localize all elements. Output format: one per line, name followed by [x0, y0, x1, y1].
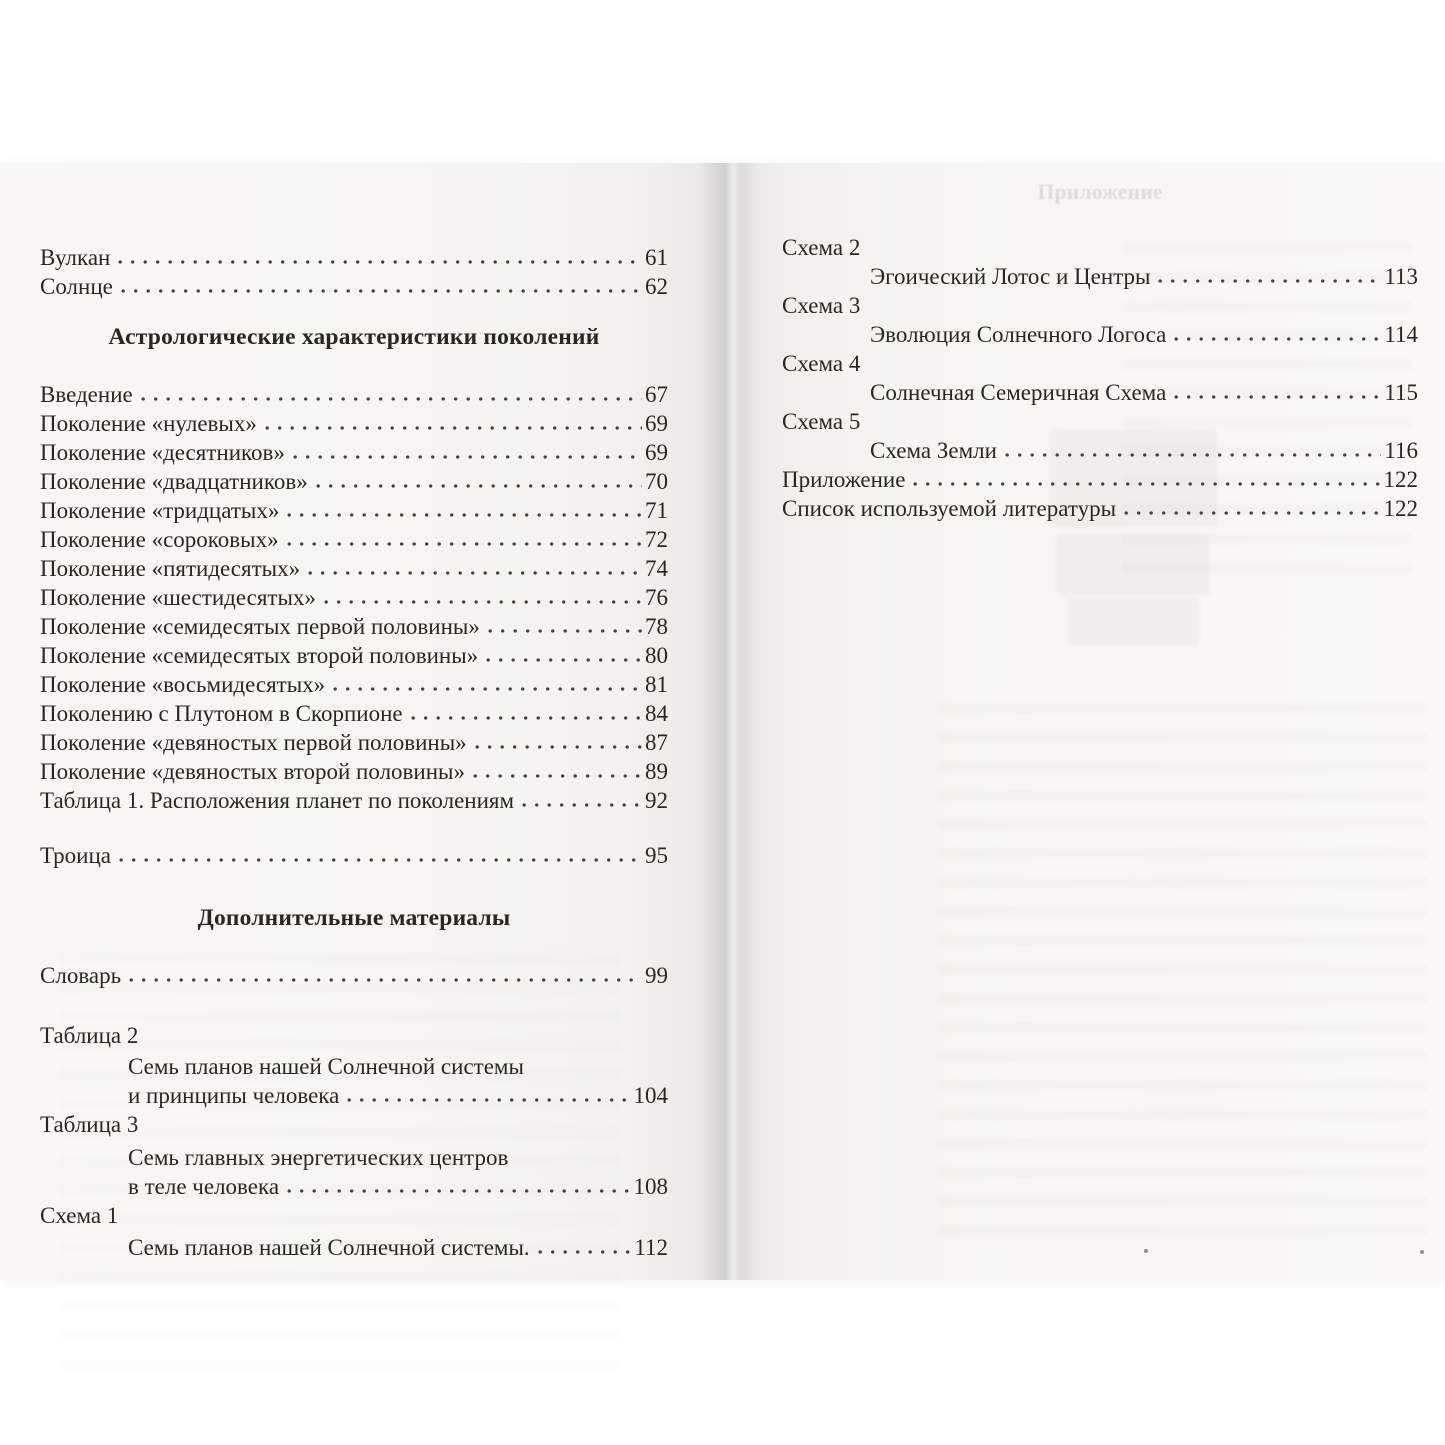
- toc-entry: [40, 670, 668, 699]
- paper-speck: [1144, 1249, 1148, 1253]
- dot-leader: [324, 583, 642, 612]
- toc-entry: [40, 841, 668, 870]
- toc-entry: [40, 699, 668, 728]
- toc-title: Схема 4: [782, 351, 861, 376]
- page-number: 112: [634, 1235, 668, 1260]
- toc-title: Схема 5: [782, 409, 861, 434]
- dot-leader: [129, 961, 642, 990]
- toc-entry: [40, 496, 668, 525]
- toc-label: [782, 349, 1418, 378]
- toc-title: Поколение «семидесятых второй половины»: [40, 643, 479, 668]
- page-number: 89: [645, 759, 668, 784]
- toc-title: Поколение «тридцатых»: [40, 498, 280, 523]
- toc-title: Схема 3: [782, 293, 861, 318]
- toc-title: Список используемой литературы: [782, 496, 1117, 521]
- dot-leader: [473, 757, 642, 786]
- toc-plain: [40, 1143, 668, 1172]
- toc-title: Схема 1: [40, 1203, 119, 1228]
- page-number: 116: [1384, 438, 1418, 463]
- page-number: 92: [645, 788, 668, 813]
- dot-leader: [333, 670, 642, 699]
- toc-entry: [40, 583, 668, 612]
- dot-leader: [488, 612, 642, 641]
- dot-leader: [538, 1233, 632, 1262]
- page-number: 61: [645, 245, 668, 270]
- toc-title: Поколение «сороковых»: [40, 527, 279, 552]
- toc-title: Поколение «девяностых первой половины»: [40, 730, 467, 755]
- toc-title: Эгоический Лотос и Центры: [870, 264, 1151, 289]
- toc-title: Семь планов нашей Солнечной системы: [128, 1054, 524, 1079]
- toc-entry: [40, 409, 668, 438]
- toc-entry: [40, 554, 668, 583]
- toc-label: [782, 233, 1418, 262]
- left-page: [0, 163, 727, 1280]
- toc-title: Вулкан: [40, 245, 111, 270]
- toc-heading: Астрологические характеристики поколений: [108, 324, 600, 350]
- page-number: 122: [1383, 467, 1418, 492]
- paper-speck: [1420, 1250, 1424, 1254]
- dot-leader: [522, 786, 642, 815]
- toc-entry: [40, 467, 668, 496]
- toc-title: Семь главных энергетических центров: [128, 1145, 509, 1170]
- page-number: 99: [645, 963, 668, 988]
- dot-leader: [316, 467, 642, 496]
- showthrough-image: [1069, 599, 1199, 645]
- page-number: 115: [1384, 380, 1418, 405]
- page-number: 67: [645, 382, 668, 407]
- toc-label: [782, 407, 1418, 436]
- dot-leader: [121, 272, 642, 301]
- toc-title: Поколение «пятидесятых»: [40, 556, 301, 581]
- dot-leader: [1158, 262, 1381, 291]
- dot-leader: [475, 728, 642, 757]
- toc-title: Поколение «нулевых»: [40, 411, 257, 436]
- right-page: [727, 163, 1445, 1280]
- toc-title: Приложение: [782, 467, 906, 492]
- toc-entry: [782, 262, 1418, 291]
- page-number: 69: [645, 411, 668, 436]
- toc-title: Семь планов нашей Солнечной системы.: [128, 1235, 530, 1260]
- toc-title: Поколение «восьмидесятых»: [40, 672, 326, 697]
- toc-entry: [40, 786, 668, 815]
- toc-entry: [40, 961, 668, 990]
- dot-leader: [287, 1172, 630, 1201]
- toc-title: Поколение «шестидесятых»: [40, 585, 316, 610]
- page-number: 72: [645, 527, 668, 552]
- toc-entry: [40, 757, 668, 786]
- page-number: 87: [645, 730, 668, 755]
- page-number: 70: [645, 469, 668, 494]
- dot-leader: [287, 525, 642, 554]
- page-number: 69: [645, 440, 668, 465]
- right-page-showthrough-bottom: [937, 703, 1427, 1253]
- page-number: 108: [633, 1174, 668, 1199]
- dot-leader: [411, 699, 642, 728]
- right-page-toc: [782, 233, 1418, 523]
- page-number: 114: [1384, 322, 1418, 347]
- toc-title: и принципы человека: [128, 1083, 340, 1108]
- toc-title: Поколению с Плутоном в Скорпионе: [40, 701, 403, 726]
- dot-leader: [287, 496, 642, 525]
- toc-title: Поколение «девяностых второй половины»: [40, 759, 465, 784]
- dot-leader: [118, 243, 642, 272]
- page-number: 81: [645, 672, 668, 697]
- dot-leader: [1005, 436, 1381, 465]
- toc-title: Солнечная Семеричная Схема: [870, 380, 1167, 405]
- toc-entry: [782, 465, 1418, 494]
- showthrough-image: [1057, 535, 1209, 595]
- toc-entry: [40, 641, 668, 670]
- dot-leader: [119, 841, 642, 870]
- book-spread: [0, 163, 1445, 1280]
- dot-leader: [141, 380, 642, 409]
- toc-title: Схема 2: [782, 235, 861, 260]
- page-number: 122: [1383, 496, 1418, 521]
- toc-title: Поколение «семидесятых первой половины»: [40, 614, 480, 639]
- page-number: 113: [1384, 264, 1418, 289]
- dot-leader: [347, 1081, 630, 1110]
- page-number: 71: [645, 498, 668, 523]
- toc-entry: [40, 438, 668, 467]
- toc-entry: [782, 494, 1418, 523]
- page-number: 78: [645, 614, 668, 639]
- showthrough-heading: Приложение: [1037, 179, 1163, 204]
- dot-leader: [1174, 320, 1381, 349]
- toc-entry: [782, 436, 1418, 465]
- toc-title: Словарь: [40, 963, 122, 988]
- toc-entry: [40, 1172, 668, 1201]
- toc-entry: [40, 380, 668, 409]
- toc-entry: [40, 612, 668, 641]
- dot-leader: [1174, 378, 1381, 407]
- toc-title: Введение: [40, 382, 133, 407]
- toc-entry: [40, 525, 668, 554]
- toc-label: [782, 291, 1418, 320]
- left-page-toc: [40, 243, 668, 1262]
- toc-label: [40, 1110, 668, 1139]
- dot-leader: [1124, 494, 1380, 523]
- toc-title: Поколение «десятников»: [40, 440, 285, 465]
- toc-title: Схема Земли: [870, 438, 997, 463]
- toc-heading: Дополнительные материалы: [197, 905, 511, 931]
- toc-entry: [782, 320, 1418, 349]
- dot-leader: [913, 465, 1380, 494]
- dot-leader: [293, 438, 642, 467]
- toc-entry: [40, 1081, 668, 1110]
- page-number: 95: [645, 843, 668, 868]
- toc-label: [40, 1201, 668, 1230]
- dot-leader: [308, 554, 642, 583]
- page-number: 76: [645, 585, 668, 610]
- toc-entry: [40, 728, 668, 757]
- toc-title: Поколение «двадцатников»: [40, 469, 308, 494]
- page-number: 74: [645, 556, 668, 581]
- page-number: 104: [633, 1083, 668, 1108]
- toc-label: [40, 1021, 668, 1050]
- toc-title: Таблица 1. Расположения планет по поколениям: [40, 788, 515, 813]
- toc-entry: [40, 243, 668, 272]
- dot-leader: [486, 641, 642, 670]
- toc-title: Таблица 2: [40, 1023, 139, 1048]
- toc-entry: [782, 378, 1418, 407]
- page-number: 84: [645, 701, 668, 726]
- toc-title: Солнце: [40, 274, 113, 299]
- page-number: 62: [645, 274, 668, 299]
- toc-title: Троица: [40, 843, 111, 868]
- toc-entry: [40, 272, 668, 301]
- toc-entry: [40, 1233, 668, 1262]
- toc-title: Таблица 3: [40, 1112, 139, 1137]
- page-number: 80: [645, 643, 668, 668]
- toc-title: Эволюция Солнечного Логоса: [870, 322, 1167, 347]
- dot-leader: [265, 409, 642, 438]
- toc-title: в теле человека: [128, 1174, 280, 1199]
- toc-plain: [40, 1052, 668, 1081]
